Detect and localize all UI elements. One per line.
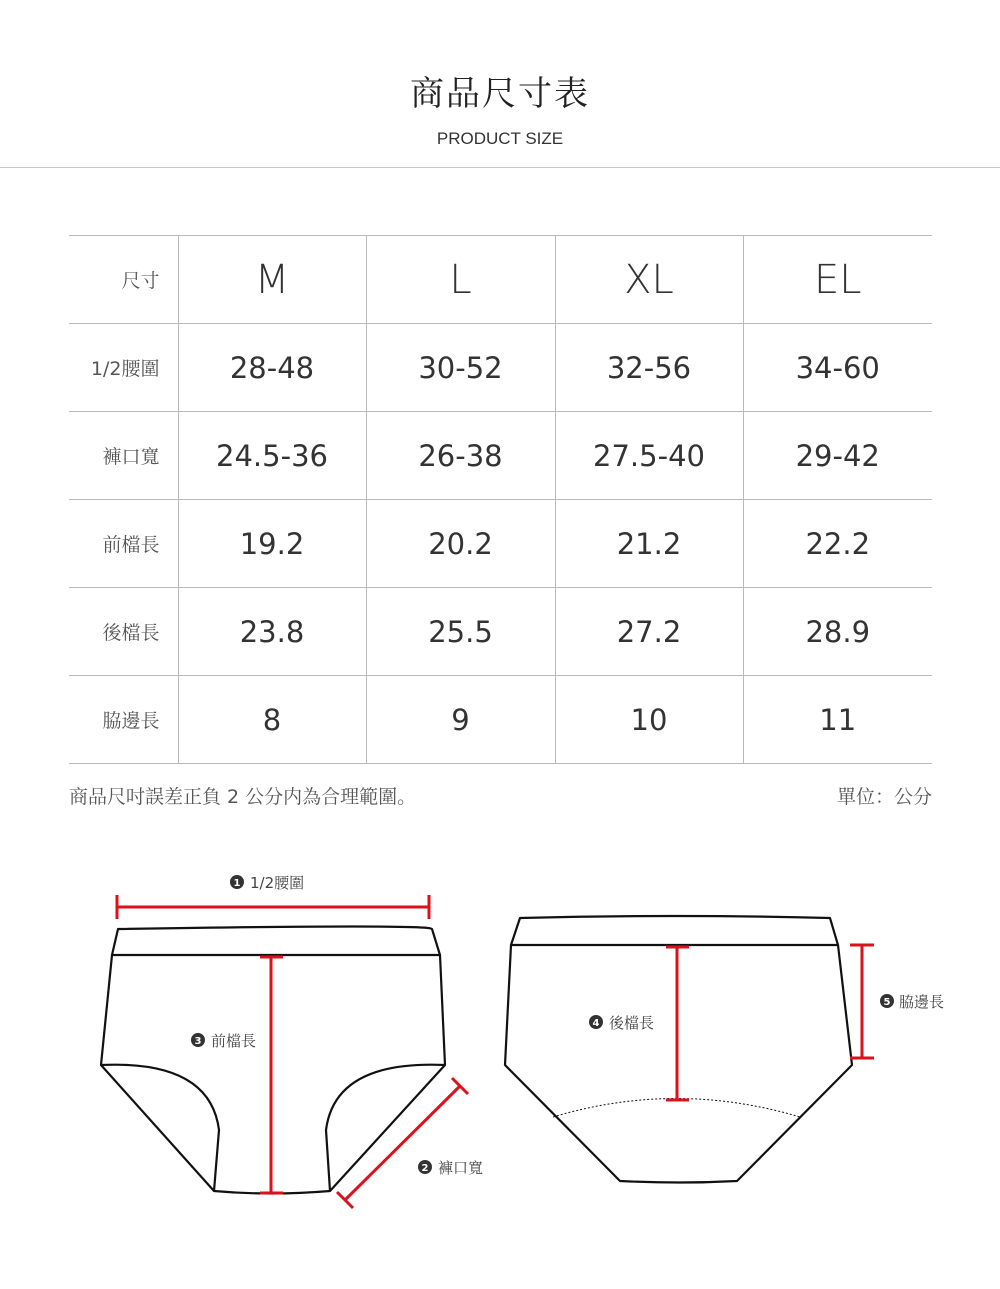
size-header-row xyxy=(69,236,932,324)
page-title: 商品尺寸表 xyxy=(410,74,590,114)
table-cell: 26-38 xyxy=(366,412,555,500)
table-row xyxy=(69,588,932,676)
table-cell: 19.2 xyxy=(178,500,366,588)
size-table xyxy=(69,235,932,764)
table-cell: 34-60 xyxy=(743,324,932,412)
table-cell: 25.5 xyxy=(366,588,555,676)
label-leg-opening xyxy=(418,1159,483,1177)
waist-measure-line xyxy=(117,895,429,919)
badge-number: 3 xyxy=(194,1036,202,1047)
table-cell: 27.2 xyxy=(555,588,743,676)
table-cell: 28-48 xyxy=(178,324,366,412)
table-row xyxy=(69,500,932,588)
header-divider xyxy=(0,167,1000,168)
table-cell: 9 xyxy=(366,676,555,764)
label-waist xyxy=(230,874,304,892)
table-cell: 11 xyxy=(743,676,932,764)
table-cell: 30-52 xyxy=(366,324,555,412)
size-xl: XL xyxy=(555,236,743,324)
badge-number: 1 xyxy=(233,878,241,889)
badge-number: 5 xyxy=(883,997,891,1008)
back-rise-measure-line xyxy=(666,947,689,1100)
row-label: 後檔長 xyxy=(69,588,178,676)
table-row xyxy=(69,676,932,764)
label-side-length xyxy=(880,993,944,1011)
table-cell: 21.2 xyxy=(555,500,743,588)
table-cell: 23.8 xyxy=(178,588,366,676)
unit-note: 單位：公分 xyxy=(836,786,932,808)
label-text: 褲口寬 xyxy=(438,1159,484,1177)
tolerance-note: 商品尺吋誤差正負 2 公分内為合理範圍。 xyxy=(69,786,417,808)
size-m: M xyxy=(178,236,366,324)
row-label: 前檔長 xyxy=(69,500,178,588)
leg-opening-measure-line xyxy=(337,1078,468,1208)
row-label: 1/2腰圍 xyxy=(69,324,178,412)
size-el: EL xyxy=(743,236,932,324)
table-cell: 24.5-36 xyxy=(178,412,366,500)
label-text: 後檔長 xyxy=(609,1014,655,1032)
front-rise-measure-line xyxy=(260,957,283,1193)
row-label: 脇邊長 xyxy=(69,676,178,764)
side-length-measure-line xyxy=(850,945,874,1058)
label-text: 脇邊長 xyxy=(899,993,945,1011)
measurement-diagram xyxy=(0,860,1000,1260)
table-cell: 10 xyxy=(555,676,743,764)
size-l: L xyxy=(366,236,555,324)
table-cell: 8 xyxy=(178,676,366,764)
page-subtitle: PRODUCT SIZE xyxy=(436,129,564,148)
table-row xyxy=(69,324,932,412)
label-front-rise xyxy=(191,1032,256,1050)
corner-label: 尺寸 xyxy=(69,236,178,324)
table-cell: 27.5-40 xyxy=(555,412,743,500)
table-cell: 22.2 xyxy=(743,500,932,588)
label-text: 1/2腰圍 xyxy=(250,874,305,892)
badge-number: 4 xyxy=(592,1018,600,1029)
table-row xyxy=(69,412,932,500)
row-label: 褲口寬 xyxy=(69,412,178,500)
table-cell: 28.9 xyxy=(743,588,932,676)
table-cell: 29-42 xyxy=(743,412,932,500)
badge-number: 2 xyxy=(421,1163,429,1174)
table-cell: 20.2 xyxy=(366,500,555,588)
label-text: 前檔長 xyxy=(211,1032,257,1050)
table-cell: 32-56 xyxy=(555,324,743,412)
label-back-rise xyxy=(589,1014,654,1032)
